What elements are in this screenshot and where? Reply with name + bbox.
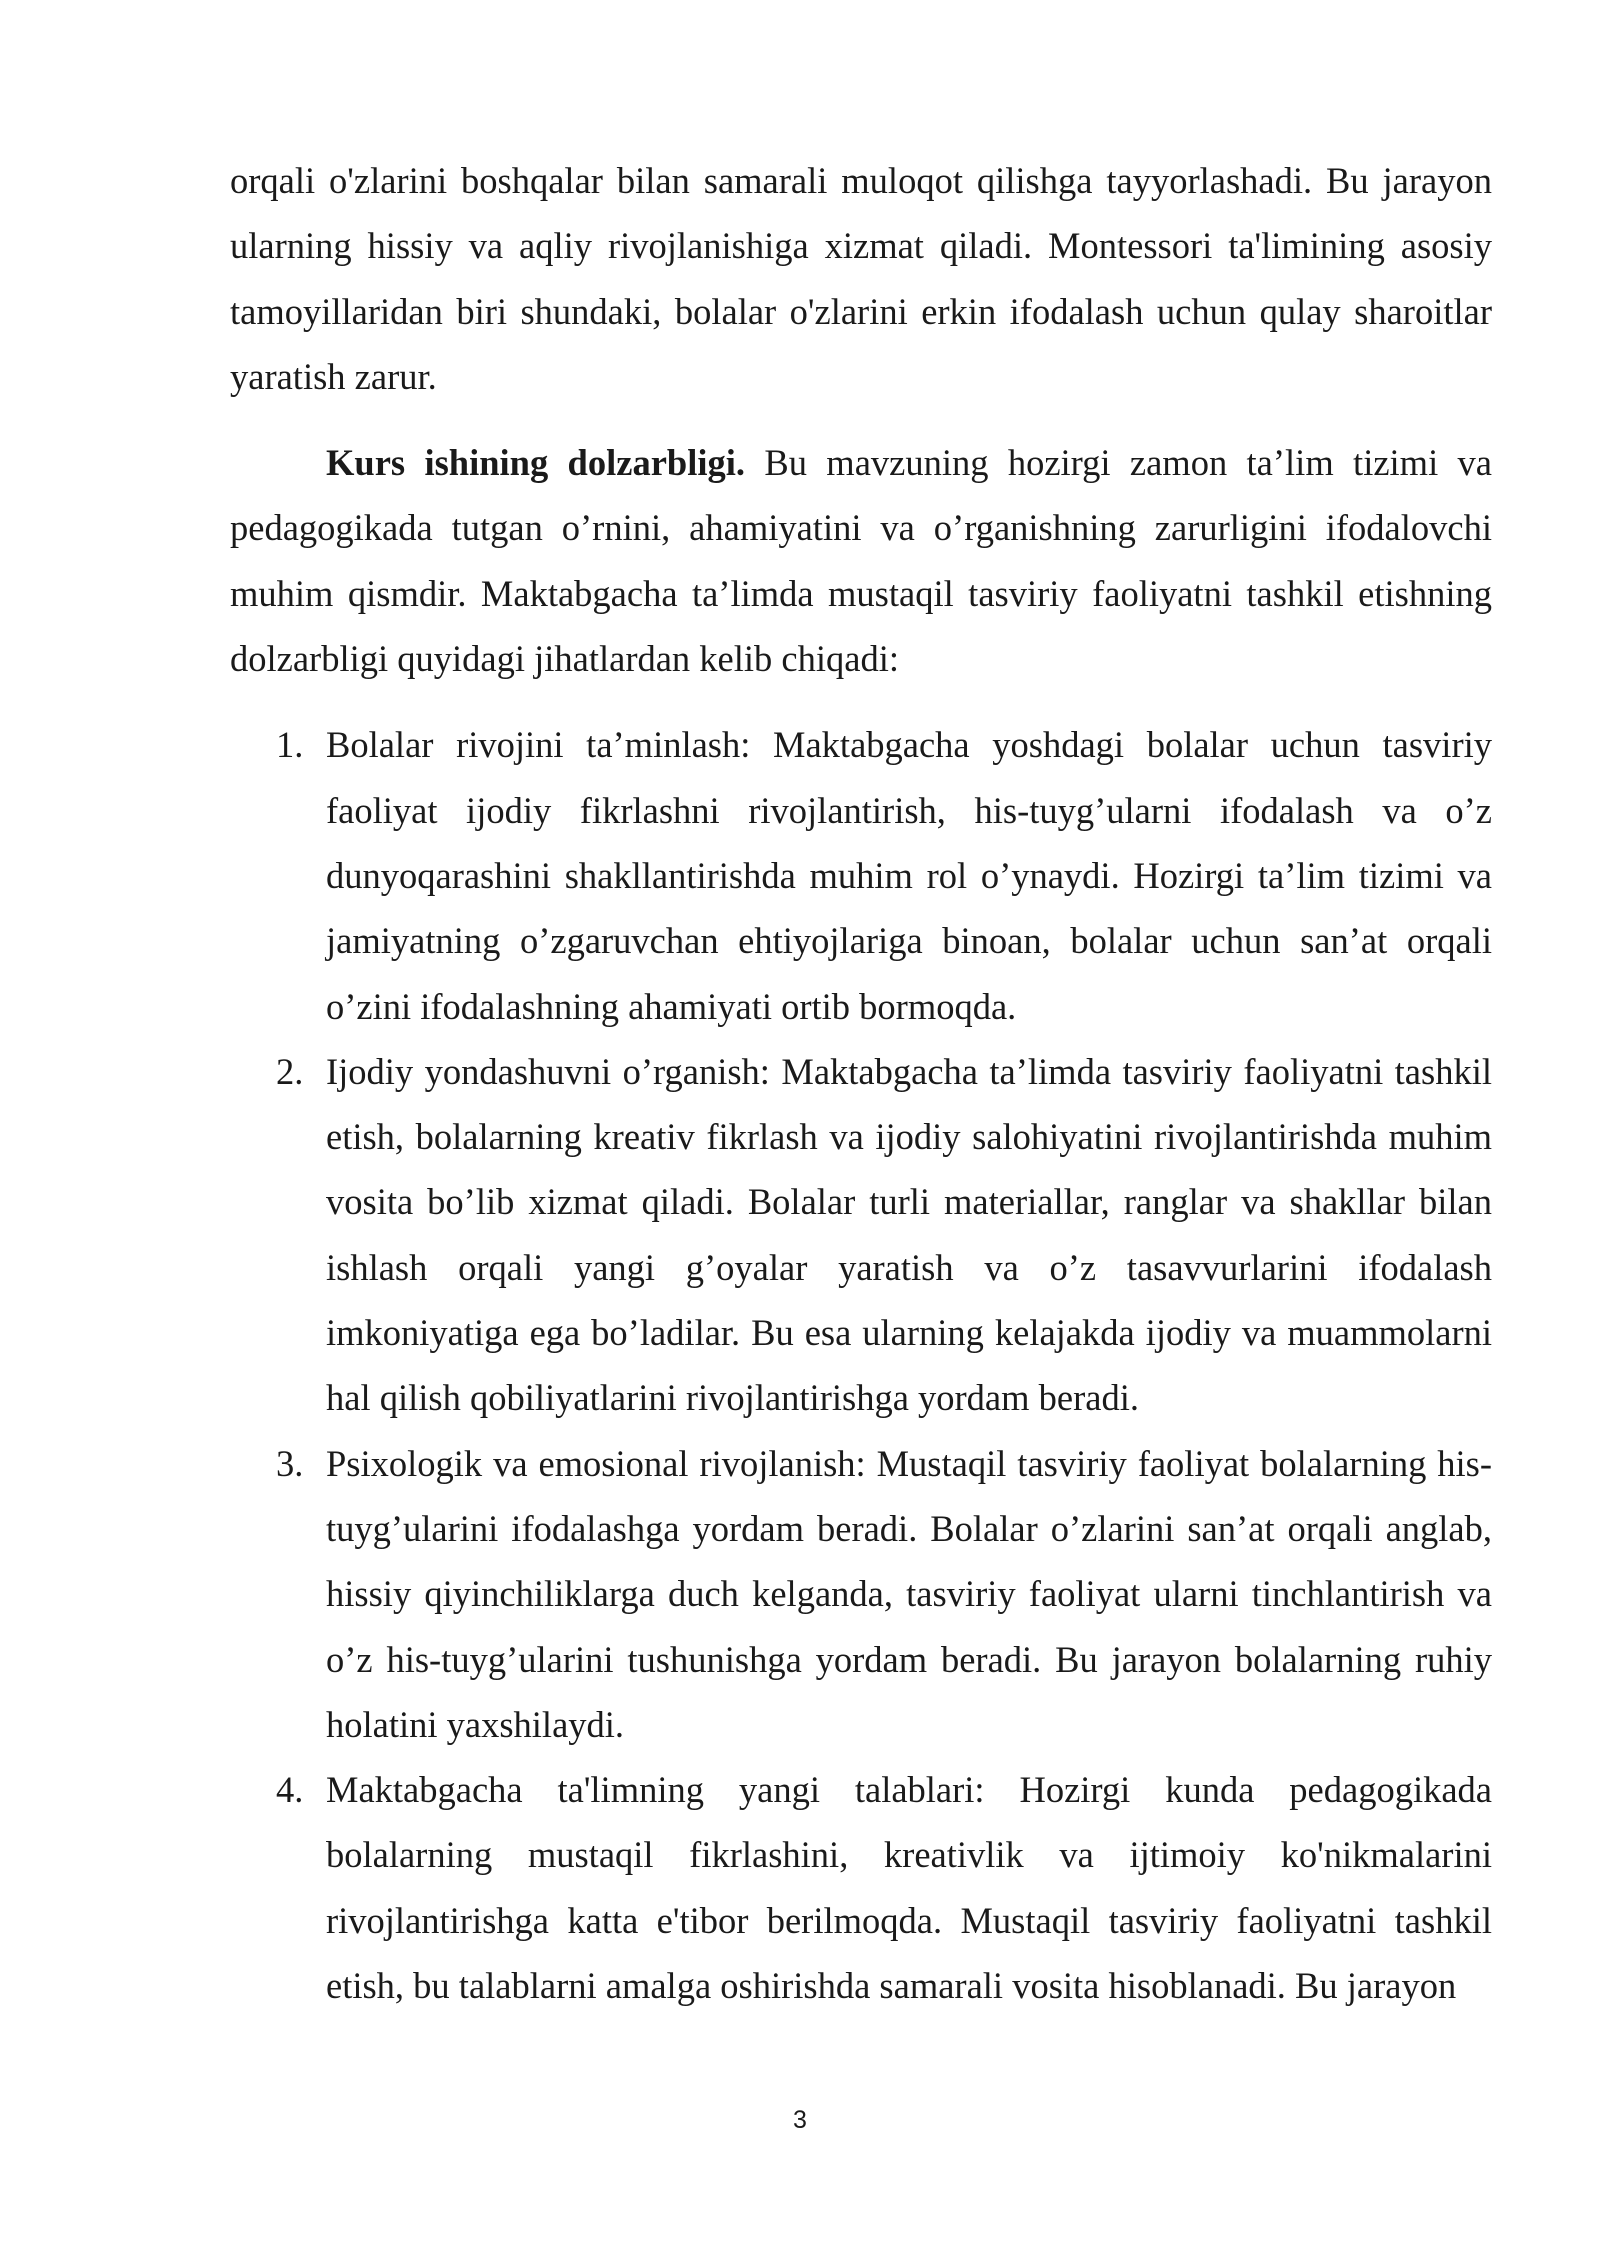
list-item — [230, 1431, 1492, 1757]
page-content — [230, 148, 1492, 2018]
relevance-body: Bu mavzuning hozirgi zamon ta’lim tizimi va pedagogikada tutgan o’rnini, ahamiyatini va o’rganishning zarurligini ifodalovchi muhim qismdir. Maktabgacha ta’limda mustaqil tasviriy faoliyatni tashkil etishning dolzarbligi quyidagi jihatlardan kelib chiqadi: — [230, 442, 1493, 680]
relevance-paragraph — [230, 430, 1492, 691]
list-item-number: 3. — [276, 1442, 304, 1484]
list-item-text: Bolalar rivojini ta’minlash: Maktabgacha yoshdagi bolalar uchun tasviriy faoliyat ijodiy fikrlashni rivojlantirish, his-tuyg’ularni ifodalash va o’z dunyoqarashini shakllantirishda muhim rol o’ynaydi. Hozirgi ta’lim tizimi va jamiyatning o’zgaruvchan ehtiyojlariga binoan, bolalar uchun san’at orqali o’zini ifodalashning ahamiyati ortib bormoqda. — [326, 724, 1492, 1027]
list-item-number: 1. — [276, 724, 304, 766]
list-item-text: Ijodiy yondashuvni o’rganish: Maktabgacha ta’limda tasviriy faoliyatni tashkil etish, bolalarning kreativ fikrlash va ijodiy salohiyatini rivojlantirishda muhim vosita bo’lib xizmat qiladi. Bolalar turli materiallar, ranglar va shakllar bilan ishlash orqali yangi g’oyalar yaratish va o’z tasavvurlarini ifodalash imkoniyatiga ega bo’ladilar. Bu esa ularning kelajakda ijodiy va muammolarni hal qilish qobiliyatlarini rivojlantirishga yordam beradi. — [326, 1050, 1492, 1419]
list-item — [230, 712, 1492, 1038]
list-item-text: Maktabgacha ta'limning yangi talablari: Hozirgi kunda pedagogikada bolalarning mustaqil fikrlashini, kreativlik va ijtimoiy ko'nikmalarini rivojlantirishga katta e'tibor berilmoqda. Mustaqil tasviriy faoliyatni tashkil etish, bu talablarni amalga oshirishda samarali vosita hisoblanadi. Bu jarayon — [326, 1769, 1492, 2007]
intro-paragraph: orqali o'zlarini boshqalar bilan samarali muloqot qilishga tayyorlashadi. Bu jarayon ularning hissiy va aqliy rivojlanishiga xizmat qiladi. Montessori ta'limining asosiy tamoyillaridan biri shundaki, bolalar o'zlarini erkin ifodalash uchun qulay sharoitlar yaratish zarur. — [230, 160, 1492, 397]
list-item — [230, 1757, 1492, 2018]
list-item-text: Psixologik va emosional rivojlanish: Mustaqil tasviriy faoliyat bolalarning his-tuyg’ularini ifodalashga yordam beradi. Bolalar o’zlarini san’at orqali anglab, hissiy qiyinchiliklarga duch kelganda, tasviriy faoliyat ularni tinchlantirish va o’z his-tuyg’ularini tushunishga yordam beradi. Bu jarayon bolalarning ruhiy holatini yaxshilaydi. — [326, 1442, 1492, 1745]
relevance-heading: Kurs ishining dolzarbligi. — [326, 442, 746, 484]
list-item — [230, 1039, 1492, 1431]
page-number: 3 — [793, 2106, 807, 2134]
numbered-list — [230, 712, 1492, 2018]
list-item-number: 4. — [276, 1769, 304, 1811]
list-item-number: 2. — [276, 1050, 304, 1092]
